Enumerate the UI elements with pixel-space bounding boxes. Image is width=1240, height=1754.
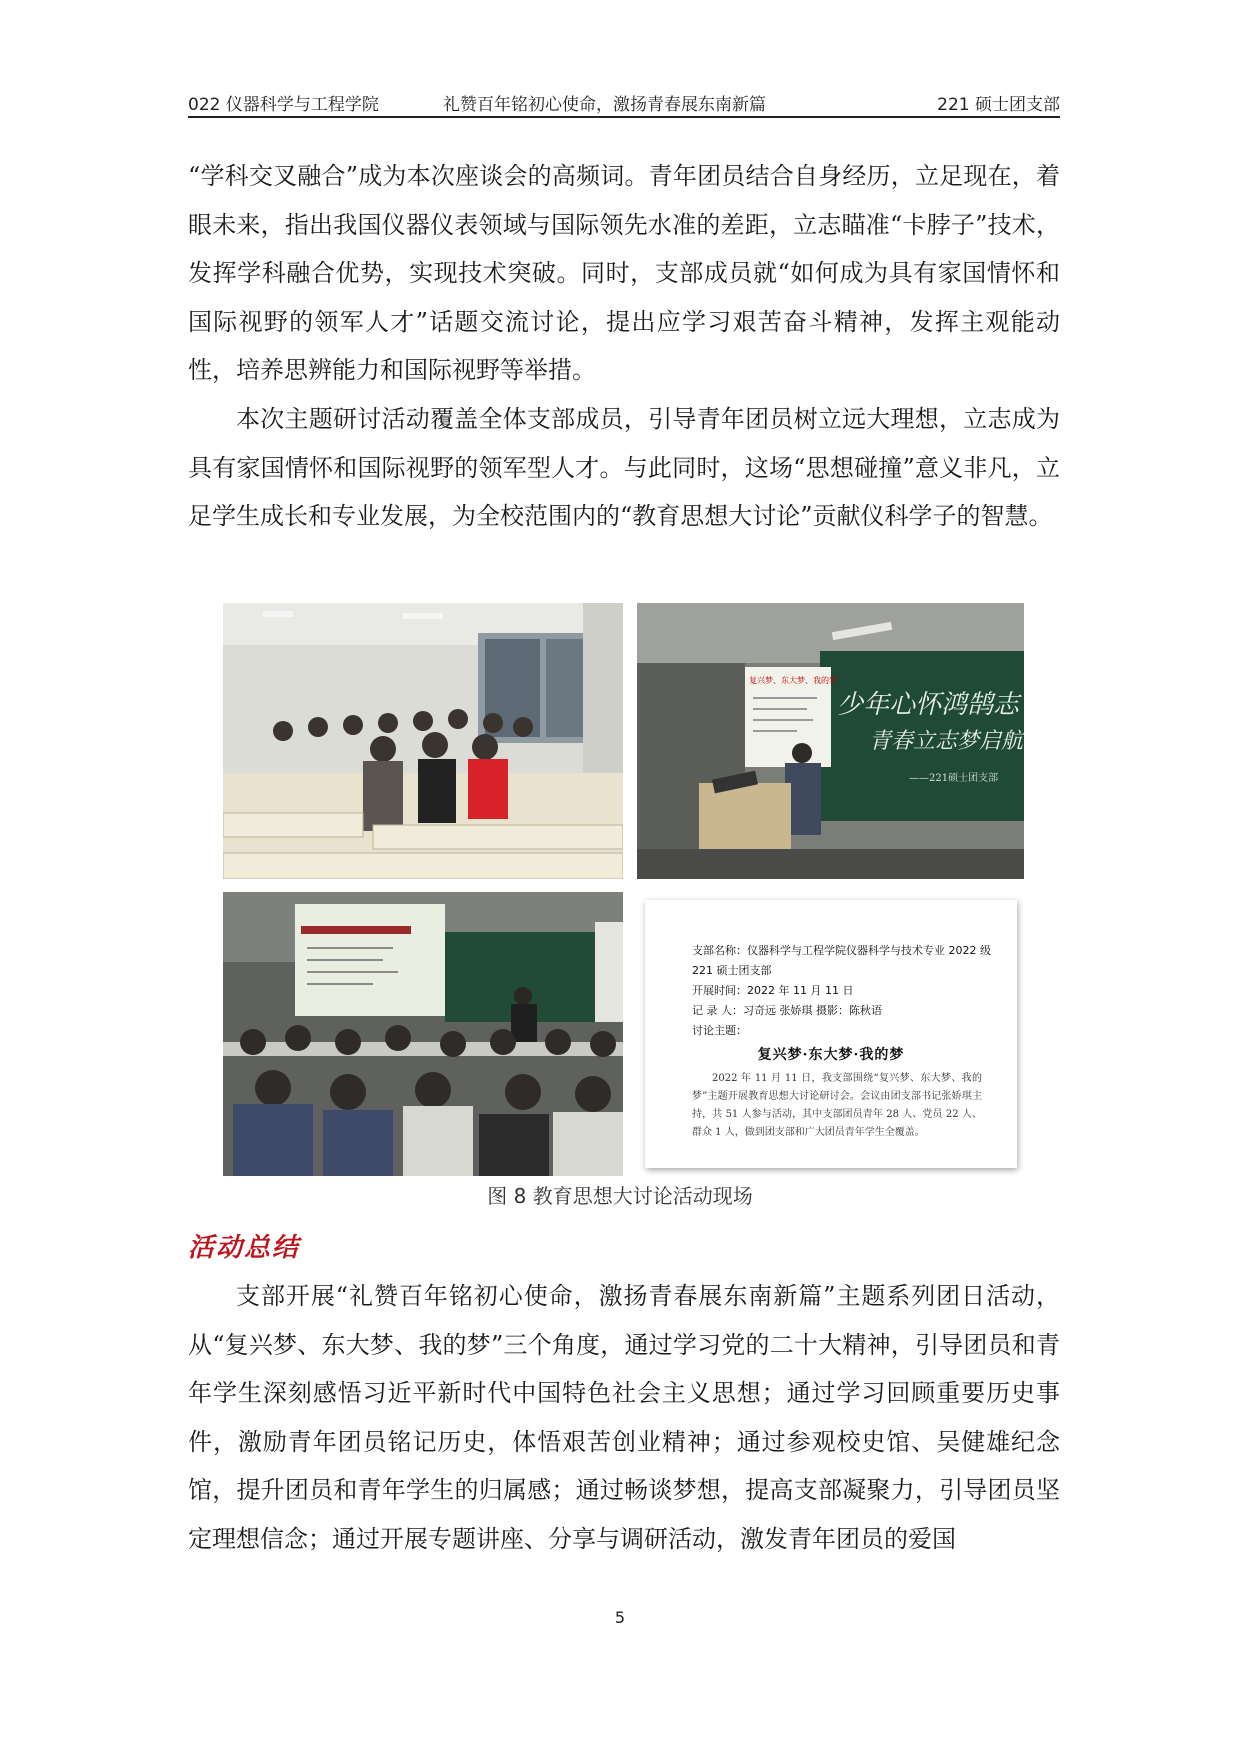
photo-classroom-audience bbox=[223, 603, 623, 879]
header-rule bbox=[188, 116, 1060, 118]
header-activity-title: 礼赞百年铭初心使命，激扬青春展东南新篇 bbox=[443, 95, 766, 115]
photo-lecture-hall bbox=[223, 892, 623, 1176]
board-text-2: 青春立志梦启航 bbox=[869, 729, 1024, 754]
header-branch: 221 硕士团支部 bbox=[937, 95, 1060, 115]
board-text-1: 少年心怀鸿鹄志 bbox=[837, 690, 1020, 720]
slide-title-text: 复兴梦、东大梦、我的梦 bbox=[749, 676, 837, 685]
notice-theme: 复兴梦·东大梦·我的梦 bbox=[757, 1047, 905, 1063]
paragraph-activity-summary: 支部开展“礼赞百年铭初心使命，激扬青春展东南新篇”主题系列团日活动，从“复兴梦、东大梦、我的梦”三个角度，通过学习党的二十大精神，引导团员和青年学生深刻感悟习近平新时代中国特色社会主义思想；通过学习回顾重要历史事件，激励青年团员铭记历史，体悟艰苦创业精神；通过参观校史馆、吴健雄纪念馆，提升团员和青年学生的归属感；通过畅谈梦想，提高支部凝聚力，引导团员坚定理想信念；通过开展专题讲座、分享与调研活动，激发青年团员的爱国 bbox=[188, 1282, 1060, 1553]
photo-speaker-chalkboard bbox=[637, 603, 1024, 879]
meeting-record-document bbox=[645, 900, 1017, 1168]
notice-body: 2022 年 11 月 11 日，我支部围绕“复兴梦、东大梦、我的梦”主题开展教育思想大讨论研讨会。会议由团支部书记张娇琪主持，共 51 人参与活动，其中支部团员青年 28 人、党员 22 人、群众 1 人，做到团支部和广大团员青年学生全覆盖。 bbox=[692, 1073, 982, 1138]
paragraph-discussion-summary: “学科交叉融合”成为本次座谈会的高频词。青年团员结合自身经历，立足现在，着眼未来，指出我国仪器仪表领域与国际领先水准的差距，立志瞄准“卡脖子”技术，发挥学科融合优势，实现技术突破。同时，支部成员就“如何成为具有家国情怀和国际视野的领军人才”话题交流讨论，提出应学习艰苦奋斗精神，发挥主观能动性，培养思辨能力和国际视野等举措。 bbox=[188, 162, 1060, 384]
header-college: 022 仪器科学与工程学院 bbox=[188, 95, 379, 115]
paragraph-seminar-coverage: 本次主题研讨活动覆盖全体支部成员，引导青年团员树立远大理想，立志成为具有家国情怀和国际视野的领军型人才。与此同时，这场“思想碰撞”意义非凡，立足学生成长和专业发展，为全校范围内的“教育思想大讨论”贡献仪科学子的智慧。 bbox=[188, 405, 1060, 530]
notice-topic-label: 讨论主题： bbox=[692, 1024, 747, 1037]
page-number: 5 bbox=[614, 1608, 626, 1627]
section-title-summary: 活动总结 bbox=[188, 1233, 301, 1263]
board-signature: ——221硕士团支部 bbox=[909, 773, 999, 784]
page-header bbox=[188, 86, 1060, 116]
notice-recorders: 记 录 人：习奇远 张娇琪 摄影：陈秋语 bbox=[692, 1004, 882, 1017]
notice-date: 开展时间：2022 年 11 月 11 日 bbox=[692, 984, 854, 997]
notice-branch-name-cont: 221 硕士团支部 bbox=[692, 964, 772, 977]
figure-caption: 图 8 教育思想大讨论活动现场 bbox=[487, 1184, 753, 1208]
notice-branch-name: 支部名称：仪器科学与工程学院仪器科学与技术专业 2022 级 bbox=[692, 944, 991, 957]
